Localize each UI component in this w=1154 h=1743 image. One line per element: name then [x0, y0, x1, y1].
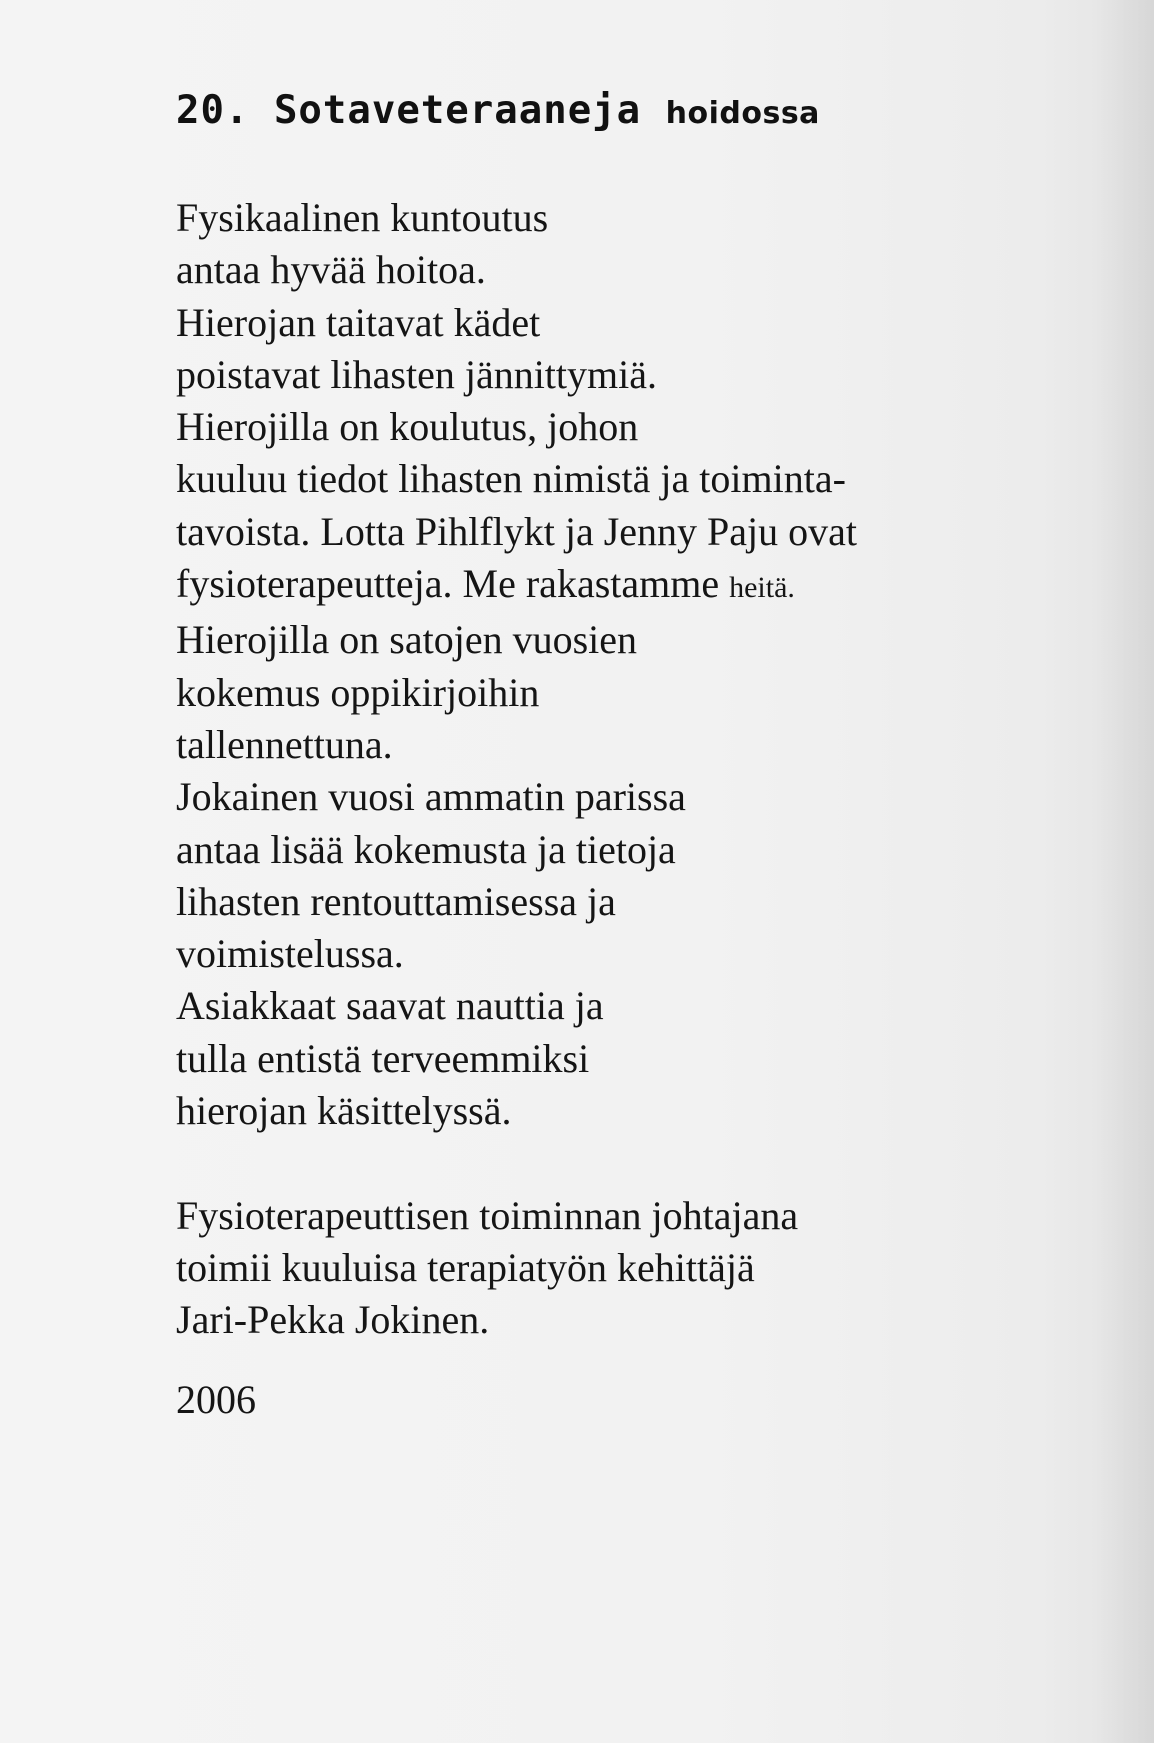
poem-line: toimii kuuluisa terapiatyön kehittäjä	[176, 1244, 755, 1290]
poem-line: tulla entistä terveemmiksi	[176, 1035, 590, 1081]
poem-line: Hierojan taitavat kädet	[176, 299, 541, 345]
poem-line-main: fysioterapeutteja. Me rakastamme	[176, 561, 720, 607]
poem-line: antaa lisää kokemusta ja tietoja	[176, 826, 676, 872]
poem-title-word-2: hoidossa	[665, 96, 820, 131]
poem-line: Hierojilla on satojen vuosien	[176, 617, 638, 663]
poem-title	[176, 88, 820, 133]
poem-line-small-word: heitä.	[729, 571, 795, 605]
poem-body	[176, 192, 1076, 1347]
poem-line: Fysikaalinen kuntoutus	[176, 195, 549, 240]
poem-line: Asiakkaat saavat nauttia ja	[176, 983, 604, 1029]
poem-line: antaa hyvää hoitoa.	[176, 247, 486, 293]
page-edge-shadow	[1094, 0, 1154, 1743]
poem-title-word-1: Sotaveteraaneja	[273, 88, 642, 133]
poem-line: Jokainen vuosi ammatin parissa	[176, 774, 686, 820]
poem-line: Hierojilla on koulutus, johon	[176, 404, 639, 450]
poem-line-mixed	[176, 558, 1076, 614]
poem-line: Jari-Pekka Jokinen.	[176, 1297, 490, 1343]
poem-line: kokemus oppikirjoihin	[176, 669, 540, 715]
poem-line: hierojan käsittelyssä.	[176, 1088, 512, 1134]
poem-line: tavoista. Lotta Pihlflykt ja Jenny Paju ovat	[176, 508, 858, 554]
poem-line: voimistelussa.	[176, 931, 404, 977]
poem-line: poistavat lihasten jännittymiä.	[176, 351, 658, 397]
poem-number: 20.	[176, 88, 250, 133]
poem-line: tallennettuna.	[176, 721, 393, 767]
poem-line: lihasten rentouttamisessa ja	[176, 878, 616, 924]
poem-line: kuuluu tiedot lihasten nimistä ja toiminta-	[176, 456, 846, 502]
stanza-break	[176, 1137, 1076, 1189]
poem-line: Fysioterapeuttisen toiminnan johtajana	[176, 1192, 799, 1238]
poem-year: 2006	[176, 1377, 256, 1422]
